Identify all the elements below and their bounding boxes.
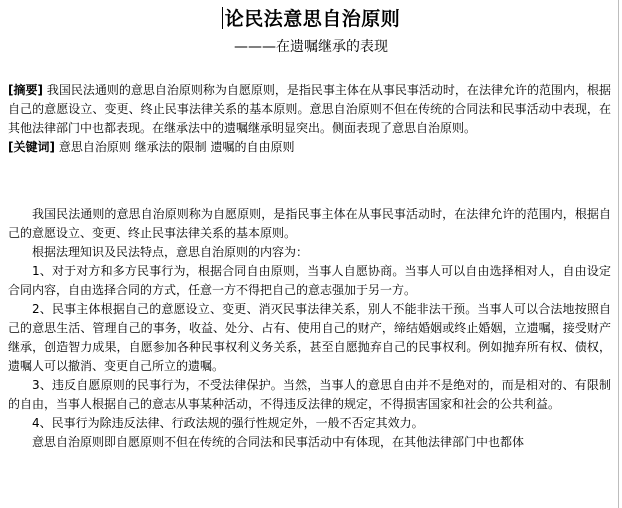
document-subtitle: ———在遗嘱继承的表现 [234, 39, 388, 55]
body-paragraph-7: 意思自治原则即自愿原则不但在传统的合同法和民事活动中有体现，在其他法律部门中也都体 [32, 435, 525, 449]
body-paragraph-6: 4、民事行为除违反法律、行政法规的强行性规定外，一般不否定其效力。 [32, 416, 424, 430]
body-paragraph-1: 我国民法通则的意思自治原则称为自愿原则，是指民事主体在从事民事活动时，在法律允许的范围内，根据自己的意愿设立、变更、终止民事法律关系的基本原则。 [8, 207, 611, 240]
keywords-label: [关键词] [8, 140, 55, 154]
body-paragraph-2: 根据法理知识及民法特点，意思自治原则的内容为： [32, 245, 309, 259]
abstract-label: [摘要] [8, 83, 43, 97]
abstract-paragraph [8, 81, 611, 138]
document-title [0, 5, 622, 33]
keywords-text: 意思自治原则 继承法的限制 遗嘱的自由原则 [58, 140, 295, 154]
abstract-section [8, 81, 611, 157]
text-cursor [222, 7, 223, 29]
body-paragraph-5: 3、违反自愿原则的民事行为，不受法律保护。当然，当事人的意思自由并不是绝对的，而是相对的、有限制的自由，当事人根据自己的意志从事某种活动，不得违反法律的规定，不得损害国家和社会的公共利益。 [8, 378, 611, 411]
keywords-paragraph [8, 138, 611, 157]
page-edge-divider [618, 0, 619, 508]
body-paragraph-3: 1、对于对方和多方民事行为，根据合同自由原则，当事人自愿协商。当事人可以自由选择相对人，自由设定合同内容，自由选择合同的方式，任意一方不得把自己的意志强加于另一方。 [8, 264, 611, 297]
abstract-text: 我国民法通则的意思自治原则称为自愿原则，是指民事主体在从事民事活动时，在法律允许的范围内，根据自己的意愿设立、变更、终止民事法律关系的基本原则。意思自治原则不但在传统的合同法和民事活动中表现，在其他法律部门中也都表现。在继承法中的遗嘱继承明显突出。侧面表现了意思自治原则。 [8, 83, 611, 135]
body-paragraph-4: 2、民事主体根据自己的意愿设立、变更、消灭民事法律关系，别人不能非法干预。当事人可以合法地按照自己的意思生活、管理自己的事务，收益、处分、占有、使用自己的财产，缔结婚姻或终止婚姻，立遗嘱，接受财产继承，创造智力成果，自愿参加各种民事权利义务关系，甚至自愿抛弃自己的民事权利。例如抛弃所有权、债权，遗嘱人可以撤消、变更自己所立的遗嘱。 [8, 302, 611, 373]
document-title-text: 论民法意思自治原则 [224, 8, 401, 30]
body-section [8, 205, 611, 452]
